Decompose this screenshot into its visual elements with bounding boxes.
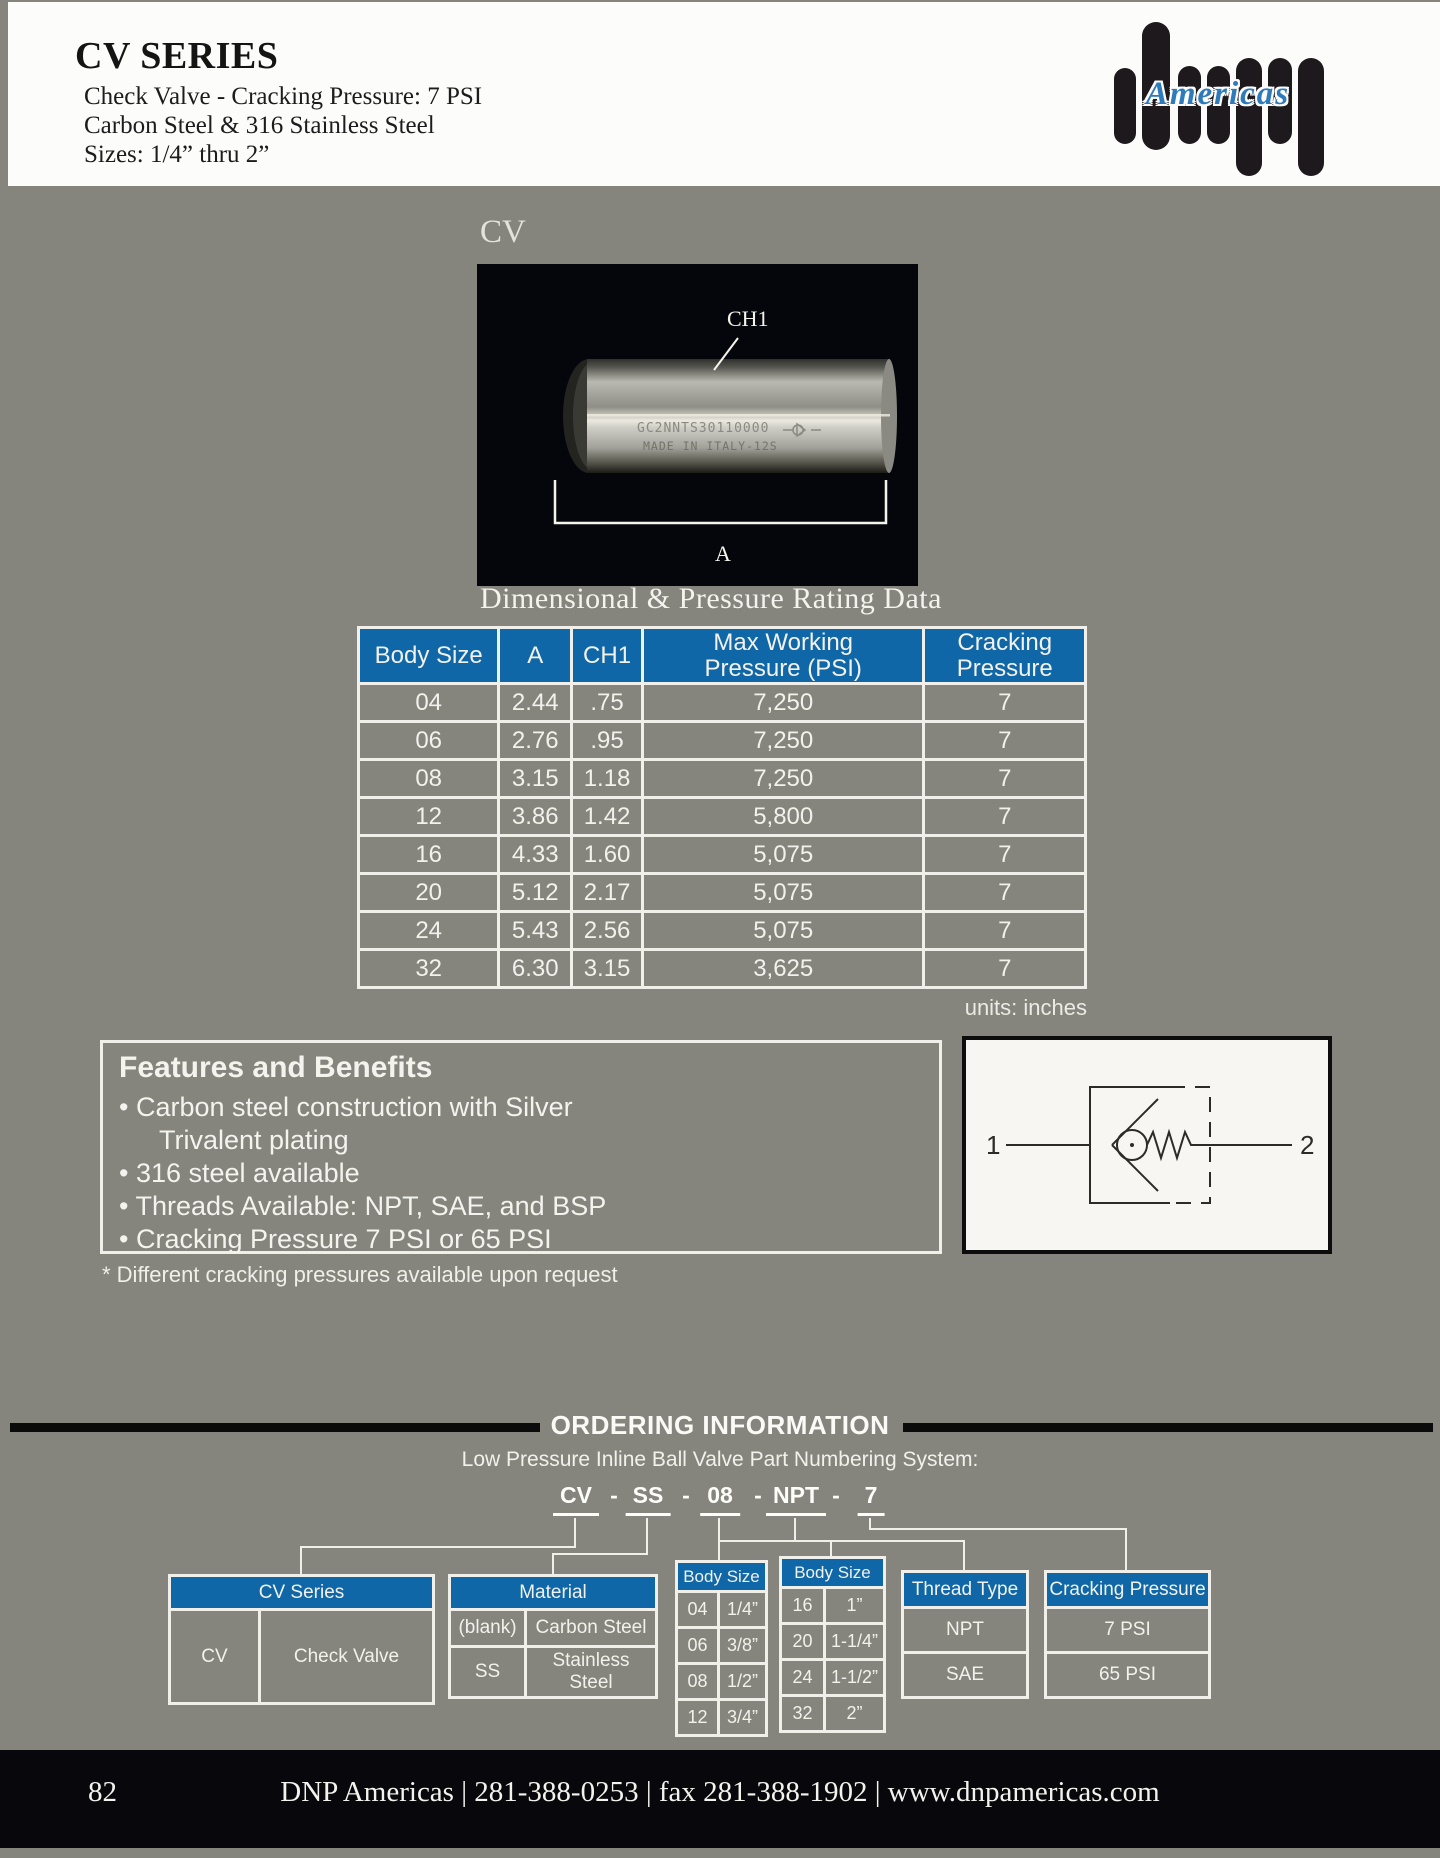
table-row — [359, 722, 1086, 760]
table-cell: 5,075 — [642, 874, 924, 912]
feature-item: • Carbon steel construction with Silver — [119, 1092, 573, 1122]
cracking-pressure-table — [1044, 1570, 1211, 1699]
logo-americas-label: Americas — [1145, 76, 1291, 112]
col-header-a: A — [499, 628, 572, 684]
ordering-title: ORDERING INFORMATION — [550, 1410, 890, 1440]
body-size-table-b — [779, 1556, 886, 1733]
part-code-dash: - — [832, 1482, 840, 1508]
table-row — [359, 760, 1086, 798]
connector-line — [869, 1528, 1127, 1530]
part-code-cracking: 7 — [858, 1482, 885, 1516]
table-row — [359, 684, 1086, 722]
table-cell: Stainless Steel — [526, 1647, 657, 1698]
table-cell: 5,800 — [642, 798, 924, 836]
table-row — [781, 1588, 885, 1624]
table-cell: 6.30 — [499, 950, 572, 988]
part-code-dash: - — [754, 1482, 762, 1508]
part-code-thread: NPT — [766, 1482, 826, 1516]
feature-item: • 316 steel available — [119, 1158, 360, 1188]
table-cell: 3/4” — [719, 1700, 767, 1736]
subtitle-line: Carbon Steel & 316 Stainless Steel — [84, 112, 435, 139]
table-cell: 12 — [359, 798, 499, 836]
col-header-body-size: Body Size — [359, 628, 499, 684]
table-cell: 7 — [924, 912, 1086, 950]
connector-line — [552, 1553, 554, 1574]
table-cell: 16 — [781, 1588, 825, 1624]
col-header-ch1: CH1 — [572, 628, 643, 684]
table-cell: 1.18 — [572, 760, 643, 798]
connector-line — [794, 1518, 796, 1542]
connector-line — [794, 1540, 965, 1542]
units-note: units: inches — [964, 995, 1087, 1020]
page-subtitle — [84, 82, 482, 169]
table-cell: 2.44 — [499, 684, 572, 722]
table-row — [781, 1660, 885, 1696]
connector-line — [1125, 1528, 1127, 1570]
table-row — [450, 1610, 657, 1647]
table-row — [781, 1696, 885, 1732]
table-cell: 1/2” — [719, 1664, 767, 1700]
features-title: Features and Benefits — [119, 1051, 433, 1084]
table-cell: 08 — [677, 1664, 719, 1700]
table-cell: 3.86 — [499, 798, 572, 836]
connector-line — [718, 1518, 720, 1560]
dim-table-title: Dimensional & Pressure Rating Data — [480, 582, 942, 615]
table-cell: 3.15 — [572, 950, 643, 988]
table-row — [677, 1592, 767, 1628]
schematic-port1-label: 1 — [986, 1130, 1001, 1160]
dimensional-pressure-table — [357, 626, 1087, 989]
table-cell: 06 — [359, 722, 499, 760]
valve-marking-line1: GC2NNTS30110000 — [637, 421, 770, 436]
table-row — [359, 950, 1086, 988]
table-cell: 7 — [924, 836, 1086, 874]
table-cell: NPT — [903, 1608, 1028, 1653]
table-cell: 7 PSI — [1046, 1608, 1210, 1653]
table-cell: .75 — [572, 684, 643, 722]
table-cell: SAE — [903, 1653, 1028, 1698]
table-cell: 7,250 — [642, 722, 924, 760]
table-cell: 1-1/2” — [825, 1660, 885, 1696]
material-table — [448, 1574, 658, 1699]
connector-line — [574, 1518, 576, 1548]
valve-marking-line2: MADE IN ITALY-12S — [643, 439, 778, 453]
feature-item: • Cracking Pressure 7 PSI or 65 PSI — [119, 1224, 552, 1254]
table-cell: 1” — [825, 1588, 885, 1624]
table-cell: 4.33 — [499, 836, 572, 874]
table-cell: 24 — [359, 912, 499, 950]
table-row — [1046, 1608, 1210, 1653]
table-cell: 04 — [359, 684, 499, 722]
table-header: Material — [450, 1576, 657, 1610]
table-row — [450, 1647, 657, 1698]
table-header: CV Series — [170, 1576, 434, 1610]
table-cell: 1/4” — [719, 1592, 767, 1628]
table-cell: SS — [450, 1647, 526, 1698]
table-cell: 7 — [924, 760, 1086, 798]
table-row — [359, 798, 1086, 836]
dimension-a-label: A — [715, 541, 731, 566]
footer — [0, 1750, 1440, 1848]
table-row — [903, 1608, 1028, 1653]
table-cell: 2.56 — [572, 912, 643, 950]
table-cell: 7 — [924, 874, 1086, 912]
table-cell: 7,250 — [642, 760, 924, 798]
part-code-dash: - — [610, 1482, 618, 1508]
table-header-row — [359, 628, 1086, 684]
ch1-annotation: CH1 — [727, 306, 769, 331]
table-cell: 7 — [924, 722, 1086, 760]
part-code-dash: - — [682, 1482, 690, 1508]
product-photo — [477, 264, 918, 586]
connector-line — [552, 1553, 648, 1555]
table-cell: 1-1/4” — [825, 1624, 885, 1660]
table-cell: 3/8” — [719, 1628, 767, 1664]
thread-type-table — [901, 1570, 1029, 1699]
table-row — [1046, 1653, 1210, 1698]
table-cell: 16 — [359, 836, 499, 874]
col-header-cracking-pressure: Cracking Pressure — [924, 628, 1086, 684]
table-cell: 3,625 — [642, 950, 924, 988]
table-row — [677, 1700, 767, 1736]
table-cell: 12 — [677, 1700, 719, 1736]
table-cell: 5,075 — [642, 836, 924, 874]
part-code-series: CV — [553, 1482, 599, 1516]
table-cell: 08 — [359, 760, 499, 798]
table-row — [359, 912, 1086, 950]
features-box — [100, 1040, 942, 1254]
connector-line — [963, 1540, 965, 1570]
part-code-material: SS — [626, 1482, 671, 1516]
table-cell: .95 — [572, 722, 643, 760]
table-row — [781, 1624, 885, 1660]
table-cell: 3.15 — [499, 760, 572, 798]
subtitle-line: Sizes: 1/4” thru 2” — [84, 141, 270, 168]
table-cell: 7 — [924, 798, 1086, 836]
table-cell: 06 — [677, 1628, 719, 1664]
table-header: Body Size — [677, 1562, 767, 1592]
table-cell: 2.17 — [572, 874, 643, 912]
table-row — [359, 836, 1086, 874]
table-row — [359, 874, 1086, 912]
table-cell: 7 — [924, 684, 1086, 722]
cv-series-table — [168, 1574, 435, 1705]
table-cell: 04 — [677, 1592, 719, 1628]
table-row — [677, 1664, 767, 1700]
schematic-symbol — [1006, 1087, 1292, 1203]
table-cell: 7 — [924, 950, 1086, 988]
connector-line — [300, 1546, 576, 1548]
table-cell: (blank) — [450, 1610, 526, 1647]
table-row — [170, 1610, 434, 1704]
footer-contact-text: DNP Americas | 281-388-0253 | fax 281-388-1902 | www.dnpamericas.com — [280, 1776, 1160, 1808]
table-cell: 24 — [781, 1660, 825, 1696]
table-cell: 5.12 — [499, 874, 572, 912]
connector-line — [830, 1540, 832, 1556]
table-row — [677, 1628, 767, 1664]
table-cell: Check Valve — [260, 1610, 434, 1704]
valve-body-image — [563, 359, 897, 473]
table-cell: 65 PSI — [1046, 1653, 1210, 1698]
check-valve-schematic — [962, 1036, 1332, 1254]
table-cell: CV — [170, 1610, 260, 1704]
table-cell: 20 — [359, 874, 499, 912]
table-header: Cracking Pressure — [1046, 1572, 1210, 1608]
feature-item-continuation: Trivalent plating — [159, 1125, 349, 1155]
table-cell: 7,250 — [642, 684, 924, 722]
table-header: Body Size — [781, 1558, 885, 1588]
schematic-port2-label: 2 — [1300, 1130, 1315, 1160]
table-cell: 1.60 — [572, 836, 643, 874]
table-cell: 32 — [359, 950, 499, 988]
page-title: CV SERIES — [75, 35, 279, 77]
table-cell: 1.42 — [572, 798, 643, 836]
table-cell: 5,075 — [642, 912, 924, 950]
subtitle-line: Check Valve - Cracking Pressure: 7 PSI — [84, 83, 483, 110]
page-number: 82 — [88, 1776, 117, 1808]
col-header-max-working-pressure: Max Working Pressure (PSI) — [642, 628, 924, 684]
ordering-subtitle: Low Pressure Inline Ball Valve Part Numbering System: — [461, 1448, 979, 1471]
photo-caption: CV — [480, 214, 526, 250]
cracking-pressure-footnote: * Different cracking pressures available upon request — [102, 1262, 618, 1287]
table-cell: 2.76 — [499, 722, 572, 760]
table-cell: Carbon Steel — [526, 1610, 657, 1647]
table-header: Thread Type — [903, 1572, 1028, 1608]
table-row — [903, 1653, 1028, 1698]
table-cell: 5.43 — [499, 912, 572, 950]
body-size-table-a — [675, 1560, 768, 1737]
table-cell: 32 — [781, 1696, 825, 1732]
feature-item: • Threads Available: NPT, SAE, and BSP — [119, 1191, 607, 1221]
part-code-body-size: 08 — [700, 1482, 740, 1516]
connector-line — [300, 1546, 302, 1574]
table-cell: 2” — [825, 1696, 885, 1732]
connector-line — [646, 1518, 648, 1555]
table-cell: 20 — [781, 1624, 825, 1660]
